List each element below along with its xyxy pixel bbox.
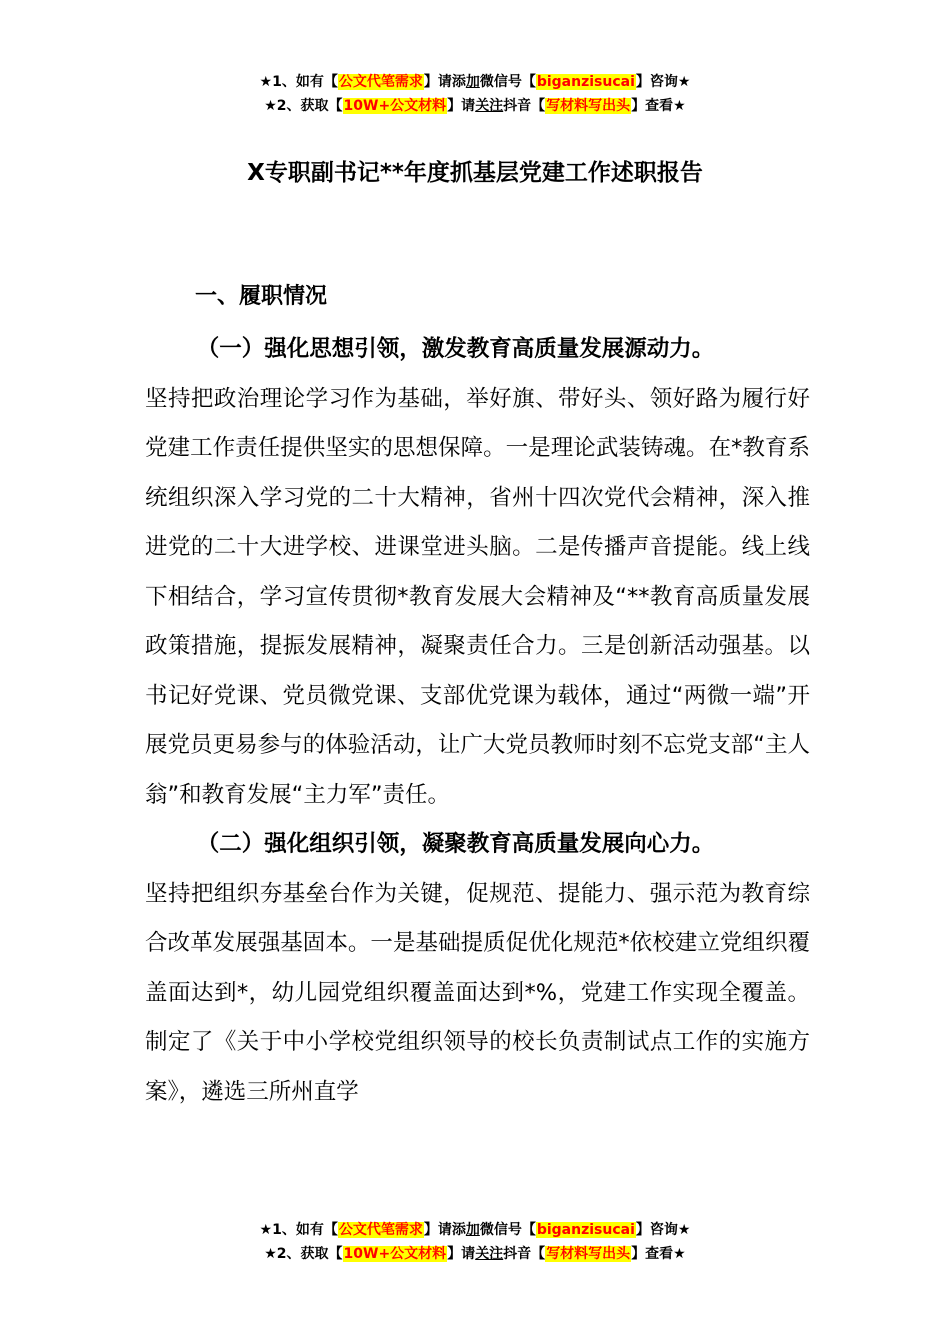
subsection-heading-2: （二）强化组织引领，凝聚教育高质量发展向心力。: [196, 831, 715, 857]
banner-text: 】请添: [423, 74, 466, 90]
banner-text: 】咨询★: [635, 74, 691, 90]
subsection-heading-1: （一）强化思想引领，激发教育高质量发展源动力。: [196, 336, 715, 362]
banner-underlined-text: 关注: [475, 1246, 504, 1262]
banner-text: 】咨询★: [635, 1222, 691, 1238]
paragraph-2: 坚持把组织夯基垒台作为关键，促规范、提能力、强示范为教育综合改革发展强基固本。一是基础提质促优化规范*依校建立党组织覆盖面达到*，幼儿园党组织覆盖面达到*%，党建工作实现全覆盖。制定了《关于中小学校党组织领导的校长负责制试点工作的实施方案》，遴选三所州直学: [145, 880, 810, 1105]
banner-text: 】查看★: [631, 1246, 686, 1262]
banner-highlight: 公文代笔需求: [338, 1222, 423, 1238]
banner-text: 】查看★: [631, 98, 686, 114]
footer-banner: [0, 1218, 950, 1266]
banner-text: ★2、获取【: [264, 98, 343, 114]
banner-text: 微信号【: [479, 74, 536, 90]
header-banner: [0, 70, 950, 118]
banner-line-1: [0, 1218, 950, 1242]
banner-text: 】请: [447, 1246, 476, 1262]
banner-highlight: 写材料写出头: [546, 1246, 631, 1262]
banner-highlight: 写材料写出头: [546, 98, 631, 114]
banner-line-2: [0, 94, 950, 118]
banner-text: 微信号【: [479, 1222, 536, 1238]
banner-text: 抖音【: [503, 98, 546, 114]
banner-highlight: 10W+公文材料: [343, 1246, 447, 1262]
banner-highlight: biganzisucai: [536, 1222, 635, 1238]
banner-text: ★2、获取【: [264, 1246, 343, 1262]
banner-highlight: 10W+公文材料: [343, 98, 447, 114]
paragraph-1: 坚持把政治理论学习作为基础，举好旗、带好头、领好路为履行好党建工作责任提供坚实的思想保障。一是理论武装铸魂。在*教育系统组织深入学习党的二十大精神，省州十四次党代会精神，深入推进党的二十大进学校、进课堂进头脑。二是传播声音提能。线上线下相结合，学习宣传贯彻*教育发展大会精神及“**教育高质量发展政策措施，提振发展精神，凝聚责任合力。三是创新活动强基。以书记好党课、党员微党课、支部优党课为载体，通过“两微一端”开展党员更易参与的体验活动，让广大党员教师时刻不忘党支部“主人翁”和教育发展“主力军”责任。: [145, 385, 810, 808]
banner-line-1: [0, 70, 950, 94]
section-heading: 一、履职情况: [195, 284, 328, 309]
banner-text: 抖音【: [503, 1246, 546, 1262]
banner-line-2: [0, 1242, 950, 1266]
banner-highlight: biganzisucai: [536, 74, 635, 90]
document-title: X专职副书记**年度抓基层党建工作述职报告: [247, 160, 703, 186]
banner-text: 】请: [447, 98, 476, 114]
banner-text: ★1、如有【: [259, 1222, 338, 1238]
banner-text: 】请添: [423, 1222, 466, 1238]
banner-underlined-text: 加: [465, 1222, 480, 1238]
banner-highlight: 公文代笔需求: [338, 74, 423, 90]
document-body: [145, 325, 810, 1117]
banner-text: ★1、如有【: [259, 74, 338, 90]
banner-underlined-text: 加: [465, 74, 480, 90]
banner-underlined-text: 关注: [475, 98, 504, 114]
